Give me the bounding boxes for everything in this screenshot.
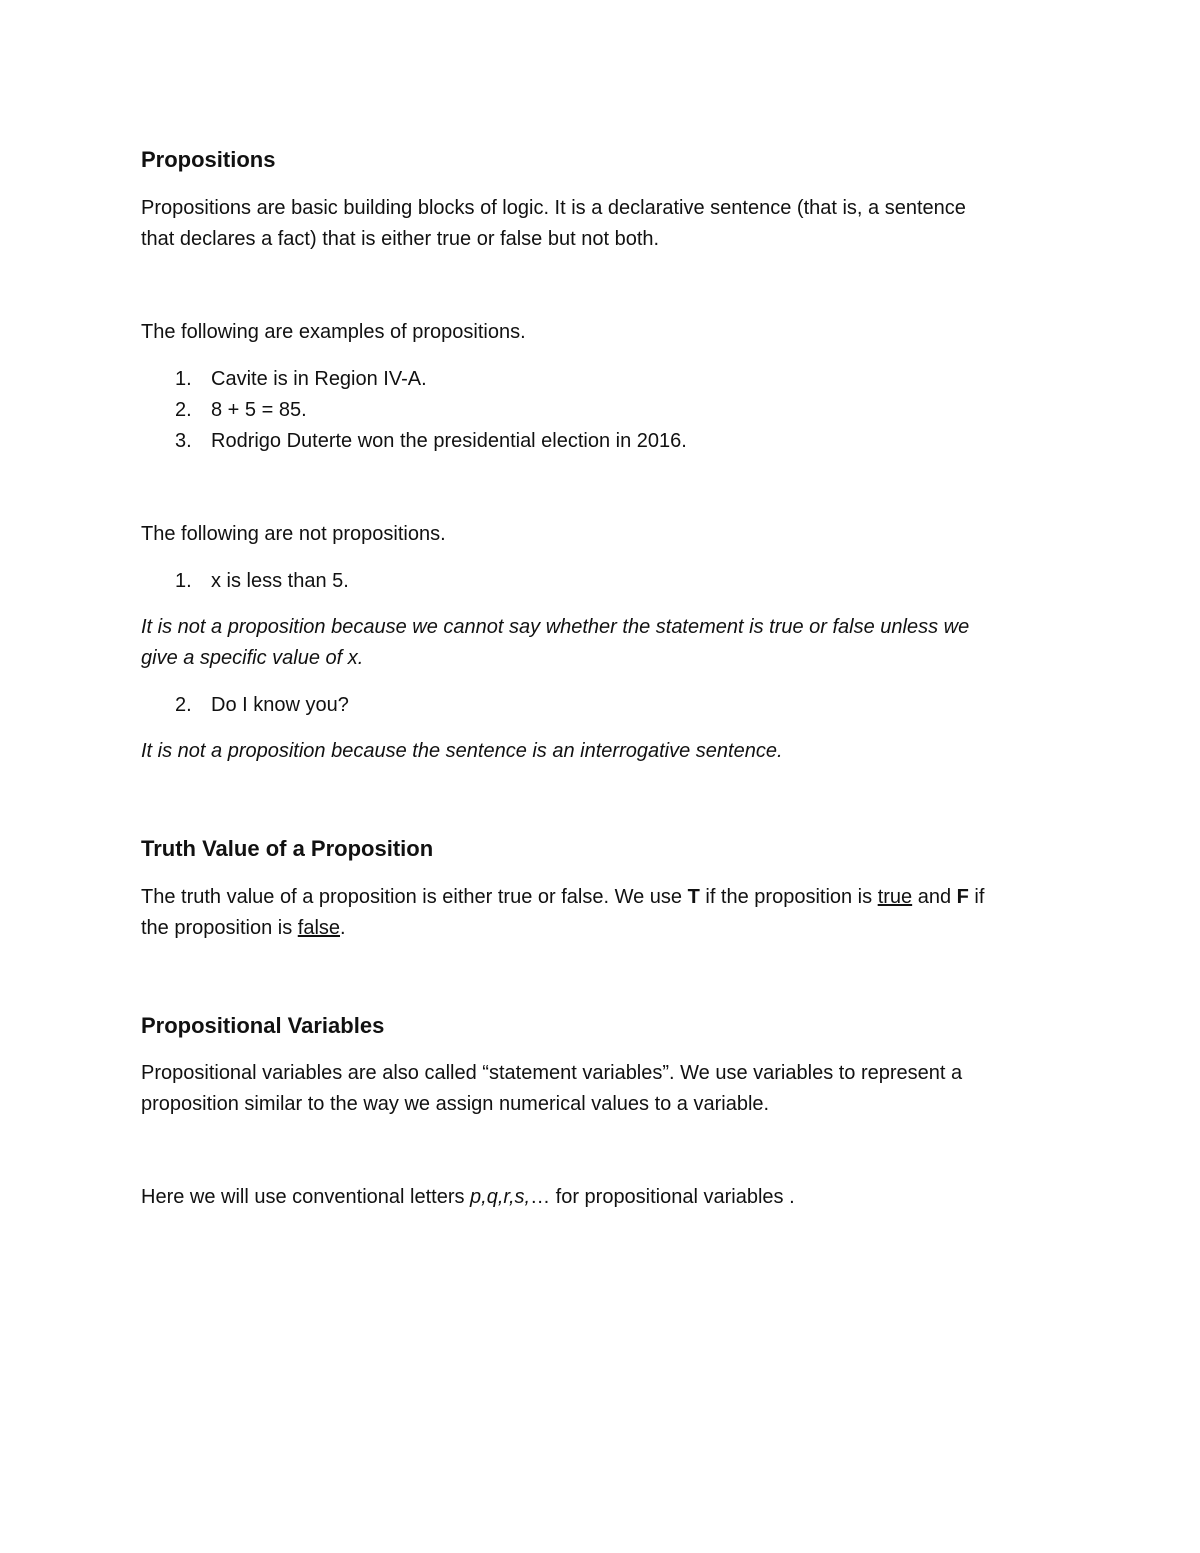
paragraph-line xyxy=(141,882,984,913)
list-number: 3. xyxy=(175,430,192,452)
list-number: 2. xyxy=(175,399,192,421)
text-run: and xyxy=(912,886,957,908)
text-run: if xyxy=(968,886,985,908)
text-run: . xyxy=(340,917,346,939)
heading-truth-value: Truth Value of a Proposition xyxy=(141,836,434,861)
paragraph-line xyxy=(141,1182,795,1213)
text-run: the proposition is xyxy=(141,917,298,939)
explanation-line: It is not a proposition because we cannot say whether the statement is true or false unless we xyxy=(141,616,970,638)
text-run: Here we will use conventional letters xyxy=(141,1186,471,1208)
paragraph-line: Propositions are basic building blocks of logic. It is a declarative sentence (that is, a sentence xyxy=(141,197,966,219)
symbol-F: F xyxy=(956,886,969,908)
explanation-line: It is not a proposition because the sentence is an interrogative sentence. xyxy=(141,740,783,762)
list-number: 1. xyxy=(175,570,192,592)
text-run: … for propositional variables . xyxy=(530,1186,795,1208)
list-item: 8 + 5 = 85. xyxy=(211,399,307,421)
underlined-false: false xyxy=(297,917,341,939)
list-number: 2. xyxy=(175,694,192,716)
nonexamples-intro: The following are not propositions. xyxy=(141,523,446,545)
heading-propositional-variables: Propositional Variables xyxy=(141,1013,385,1038)
list-item: Cavite is in Region IV-A. xyxy=(211,368,427,390)
paragraph-line: Propositional variables are also called “statement variables”. We use variables to represent a xyxy=(141,1062,963,1084)
paragraph-line: that declares a fact) that is either true or false but not both. xyxy=(141,228,660,250)
list-number: 1. xyxy=(175,368,192,390)
list-item: x is less than 5. xyxy=(211,570,349,592)
text-run: The truth value of a proposition is either true or false. We use xyxy=(141,886,688,908)
underlined-true: true xyxy=(877,886,913,908)
paragraph-line xyxy=(141,913,346,944)
list-item: Rodrigo Duterte won the presidential election in 2016. xyxy=(211,430,687,452)
text-run: if the proposition is xyxy=(699,886,878,908)
list-item: Do I know you? xyxy=(211,694,349,716)
symbol-T: T xyxy=(687,886,700,908)
examples-intro: The following are examples of propositions. xyxy=(141,321,526,343)
heading-propositions: Propositions xyxy=(141,147,276,172)
variable-letters: p,q,r,s, xyxy=(470,1186,531,1208)
paragraph-line: proposition similar to the way we assign numerical values to a variable. xyxy=(141,1093,770,1115)
explanation-line: give a specific value of x. xyxy=(141,647,364,669)
